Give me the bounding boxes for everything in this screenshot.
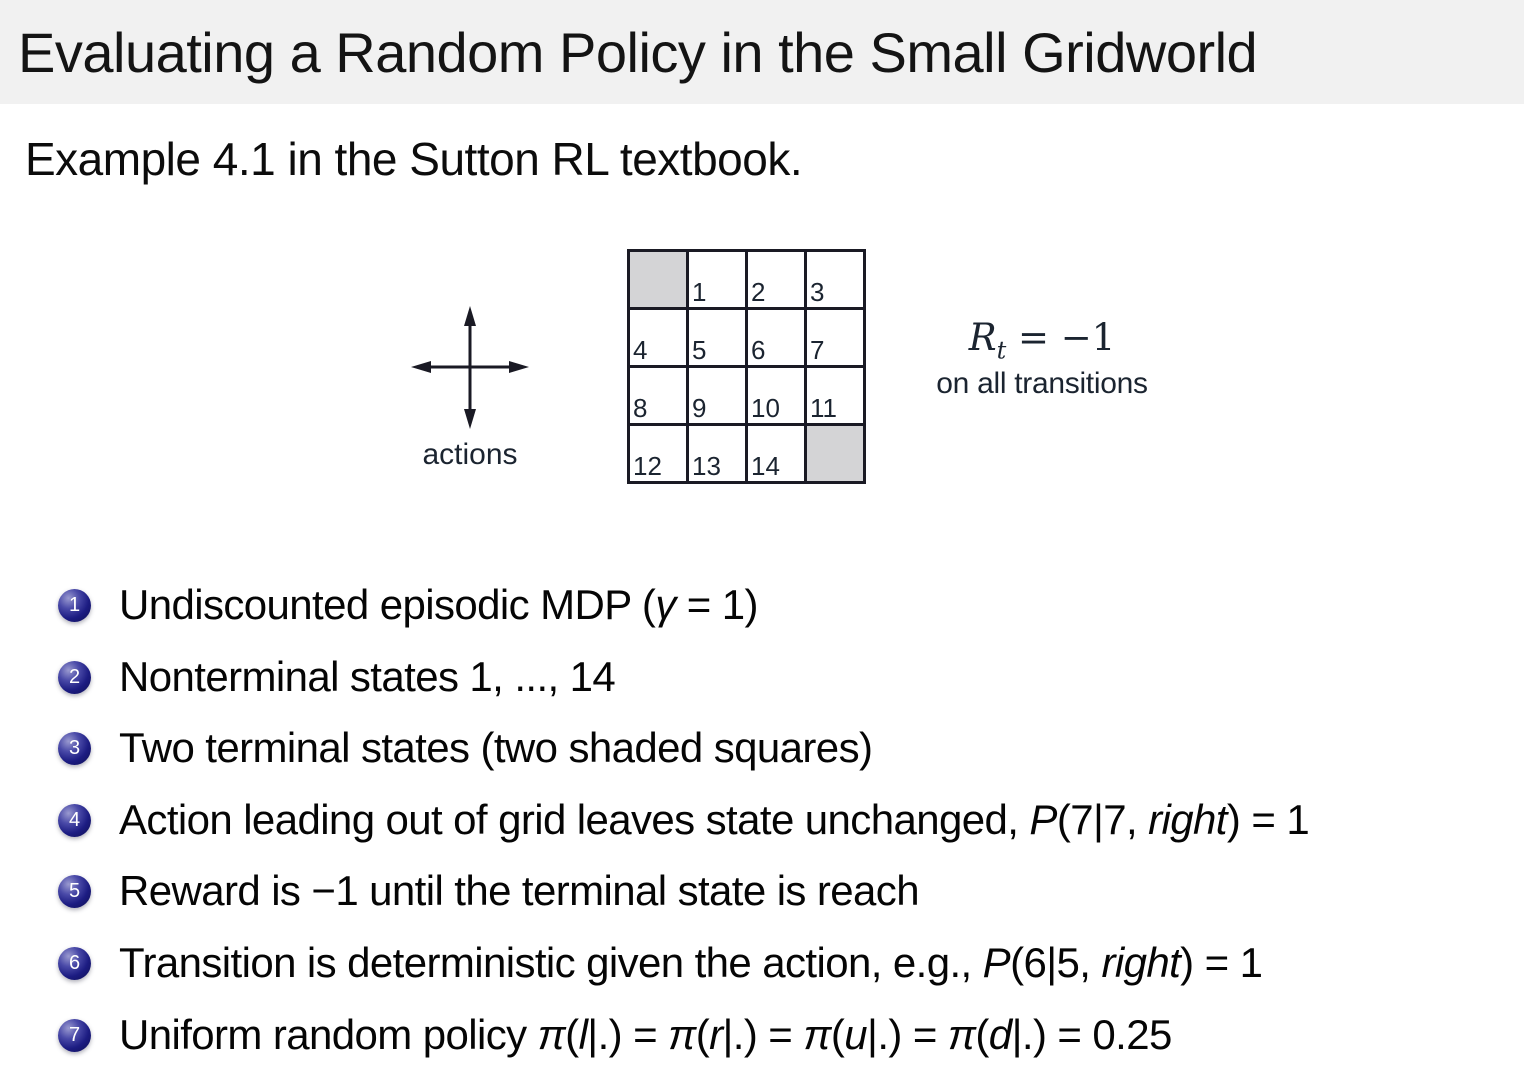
- text-segment: Action leading out of grid leaves state unchanged,: [119, 796, 1030, 843]
- math-segment: d: [988, 1011, 1012, 1058]
- list-item-2: [58, 653, 615, 701]
- item-number-badge: 1: [58, 589, 91, 622]
- state-cell-11: 11: [806, 367, 865, 425]
- text-segment: |.) =: [867, 1011, 948, 1058]
- state-cell-8: 8: [629, 367, 688, 425]
- text-segment: (: [830, 1011, 845, 1058]
- list-item-4: [58, 796, 1309, 844]
- state-cell-6: 6: [747, 309, 806, 367]
- grid-row: [629, 367, 865, 425]
- text-segment: ) = 1: [1226, 796, 1310, 843]
- reward-value: = −1: [1006, 316, 1116, 359]
- math-segment: P: [982, 939, 1011, 986]
- item-number-badge: 6: [58, 947, 91, 980]
- state-cell-9: 9: [688, 367, 747, 425]
- text-segment: ) = 1: [1180, 939, 1263, 986]
- list-item-7: [58, 1011, 1172, 1059]
- text-segment: (6|5,: [1010, 939, 1102, 986]
- item-text: [119, 1011, 1172, 1059]
- reward-annotation: [920, 318, 1164, 401]
- item-number-badge: 5: [58, 875, 91, 908]
- text-segment: (7|7,: [1056, 796, 1149, 843]
- text-segment: Nonterminal states 1, ..., 14: [119, 653, 616, 700]
- reward-subscript: t: [996, 336, 1007, 365]
- state-cell-1: 1: [688, 251, 747, 309]
- math-segment: right: [1148, 796, 1227, 843]
- math-segment: π: [803, 1011, 831, 1058]
- state-cell-12: 12: [629, 425, 688, 483]
- text-segment: Two terminal states (two shaded squares): [119, 724, 873, 771]
- text-segment: Reward is −1 until the terminal state is reach: [119, 867, 919, 914]
- item-number-badge: 7: [58, 1019, 91, 1052]
- item-text: [119, 939, 1262, 987]
- state-cell-13: 13: [688, 425, 747, 483]
- item-text: [119, 796, 1309, 844]
- slide-title: Evaluating a Random Policy in the Small Gridworld: [18, 20, 1258, 84]
- state-cell-3: 3: [806, 251, 865, 309]
- item-number-badge: 3: [58, 732, 91, 765]
- subtitle: Example 4.1 in the Sutton RL textbook.: [25, 133, 803, 185]
- math-segment: π: [537, 1011, 566, 1058]
- title-bar: [0, 0, 1524, 104]
- gridworld-table: [627, 249, 866, 484]
- reward-variable: R: [968, 316, 997, 359]
- math-segment: π: [668, 1011, 696, 1058]
- grid-row: [629, 425, 865, 483]
- arrow-right-icon: [509, 361, 529, 373]
- math-segment: P: [1029, 796, 1057, 843]
- math-segment: u: [844, 1011, 868, 1058]
- list-item-6: [58, 939, 1262, 987]
- text-segment: = 1): [675, 581, 758, 628]
- arrow-up-icon: [464, 306, 476, 326]
- grid-row: [629, 309, 865, 367]
- grid-row: [629, 251, 865, 309]
- state-cell-10: 10: [747, 367, 806, 425]
- state-cell-2: 2: [747, 251, 806, 309]
- math-segment: π: [947, 1011, 976, 1058]
- state-cell-7: 7: [806, 309, 865, 367]
- state-cell-5: 5: [688, 309, 747, 367]
- item-text: [119, 724, 872, 772]
- text-segment: Undiscounted episodic MDP (: [119, 581, 656, 628]
- text-segment: |.) = 0.25: [1011, 1011, 1172, 1058]
- item-number-badge: 2: [58, 661, 91, 694]
- item-text: [119, 653, 615, 701]
- text-segment: |.) =: [587, 1011, 669, 1058]
- arrow-down-icon: [464, 409, 476, 429]
- text-segment: Uniform random policy: [119, 1011, 538, 1058]
- list-item-5: [58, 867, 919, 915]
- text-segment: Transition is deterministic given the action, e.g.,: [119, 939, 983, 986]
- reward-caption: on all transitions: [936, 366, 1148, 400]
- actions-label: actions: [422, 438, 518, 471]
- item-number-badge: 4: [58, 804, 91, 837]
- terminal-state-cell: [806, 425, 865, 483]
- math-segment: γ: [655, 581, 676, 628]
- math-segment: r: [709, 1011, 723, 1058]
- state-cell-4: 4: [629, 309, 688, 367]
- reward-formula: [920, 318, 1164, 364]
- text-segment: |.) =: [722, 1011, 804, 1058]
- text-segment: (: [565, 1011, 579, 1058]
- arrow-left-icon: [411, 361, 431, 373]
- math-segment: right: [1101, 939, 1181, 986]
- list-item-1: [58, 581, 758, 629]
- math-segment: l: [578, 1011, 588, 1058]
- terminal-state-cell: [629, 251, 688, 309]
- state-cell-14: 14: [747, 425, 806, 483]
- item-text: [119, 867, 919, 915]
- actions-cross-icon: [410, 305, 530, 430]
- list-item-3: [58, 724, 872, 772]
- text-segment: (: [695, 1011, 710, 1058]
- text-segment: (: [975, 1011, 989, 1058]
- item-text: [119, 581, 758, 629]
